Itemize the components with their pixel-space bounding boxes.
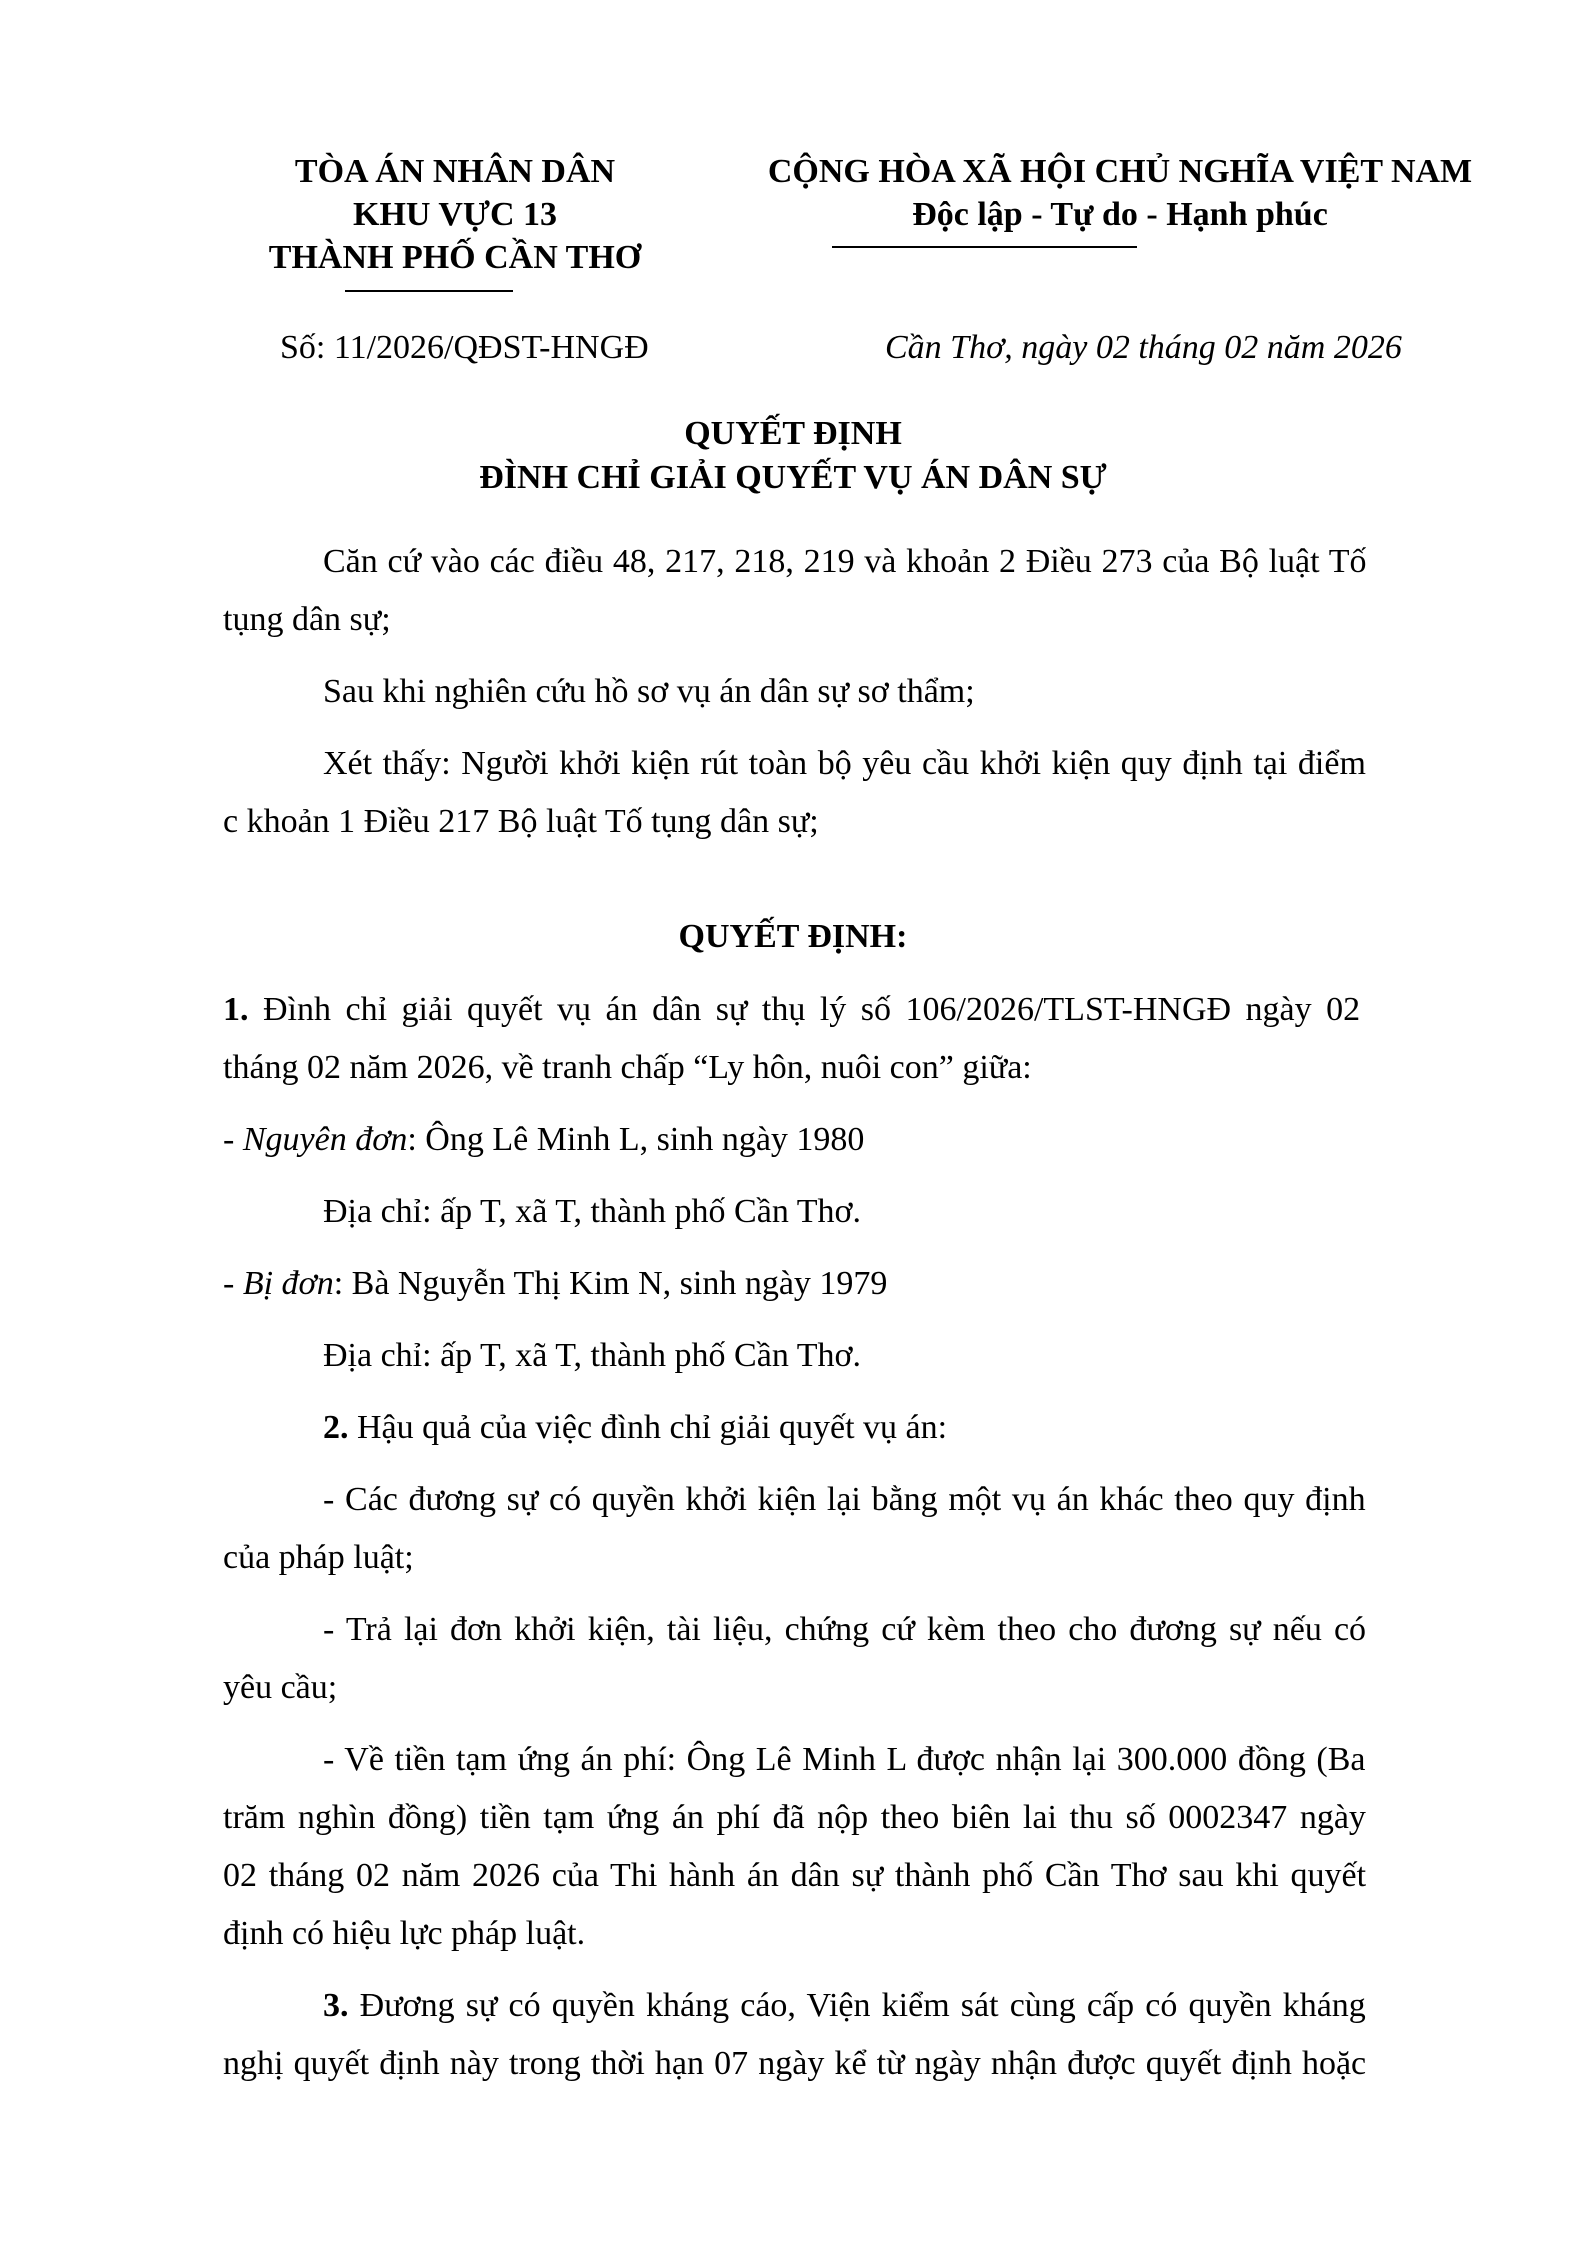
defendant-label: Bị đơn [242, 1265, 334, 1302]
national-title: CỘNG HÒA XÃ HỘI CHỦ NGHĨA VIỆT NAM [767, 153, 1473, 190]
legal-basis-line1: Căn cứ vào các điều 48, 217, 218, 219 và khoản 2 Điều 273 của Bộ luật Tố [323, 543, 1367, 580]
item1-number: 1. [223, 991, 249, 1028]
item2-bullet3-line4: định có hiệu lực pháp luật. [223, 1915, 586, 1952]
document-number: Số: 11/2026/QĐST-HNGĐ [280, 329, 649, 366]
finding-line1: Xét thấy: Người khởi kiện rút toàn bộ yêu cầu khởi kiện quy định tại điểm [323, 745, 1366, 782]
court-name-underline [345, 290, 513, 292]
legal-basis-line2: tụng dân sự; [223, 601, 391, 638]
plaintiff-address: Địa chỉ: ấp T, xã T, thành phố Cần Thơ. [323, 1193, 861, 1230]
item1-line1 [223, 988, 1360, 1032]
plaintiff-value: : Ông Lê Minh L, sinh ngày 1980 [407, 1121, 865, 1158]
issue-date: Cần Thơ, ngày 02 tháng 02 năm 2026 [885, 329, 1402, 366]
plaintiff-line [223, 1118, 864, 1162]
document-subtitle: ĐÌNH CHỈ GIẢI QUYẾT VỤ ÁN DÂN SỰ [479, 459, 1107, 496]
item2-bullet3-line3: 02 tháng 02 năm 2026 của Thi hành án dân sự thành phố Cần Thơ sau khi quyết [223, 1857, 1367, 1894]
plaintiff-label: Nguyên đơn [242, 1121, 408, 1158]
item1-text: Đình chỉ giải quyết vụ án dân sự thụ lý số 106/2026/TLST-HNGĐ ngày 02 [248, 991, 1361, 1028]
defendant-address: Địa chỉ: ấp T, xã T, thành phố Cần Thơ. [323, 1337, 861, 1374]
item2-bullet1-line2: của pháp luật; [223, 1539, 414, 1576]
item2-bullet2-line2: yêu cầu; [223, 1669, 338, 1706]
item2-number: 2. [323, 1409, 349, 1446]
plaintiff-dash: - [223, 1121, 243, 1158]
national-motto: Độc lập - Tự do - Hạnh phúc [912, 196, 1328, 233]
defendant-dash: - [223, 1265, 243, 1302]
item3-line1 [323, 1984, 1366, 2028]
court-name-line2: KHU VỰC 13 [353, 196, 557, 233]
finding-line2: c khoản 1 Điều 217 Bộ luật Tố tụng dân sự; [223, 803, 819, 840]
item2-bullet2-line1: - Trả lại đơn khởi kiện, tài liệu, chứng cứ kèm theo cho đương sự nếu có [323, 1611, 1367, 1648]
national-motto-underline [832, 246, 1137, 248]
defendant-line [223, 1262, 887, 1306]
item2-bullet1-line1: - Các đương sự có quyền khởi kiện lại bằng một vụ án khác theo quy định [323, 1481, 1366, 1518]
item1-line2: tháng 02 năm 2026, về tranh chấp “Ly hôn, nuôi con” giữa: [223, 1049, 1032, 1086]
court-name-line1: TÒA ÁN NHÂN DÂN [294, 153, 616, 190]
defendant-value: : Bà Nguyễn Thị Kim N, sinh ngày 1979 [333, 1265, 888, 1302]
case-review-statement: Sau khi nghiên cứu hồ sơ vụ án dân sự sơ thẩm; [323, 673, 975, 710]
decision-heading: QUYẾT ĐỊNH: [678, 918, 908, 955]
document-title: QUYẾT ĐỊNH [684, 415, 902, 452]
item3-text: Đương sự có quyền kháng cáo, Viện kiểm sát cùng cấp có quyền kháng [348, 1987, 1366, 2024]
item2-bullet3-line2: trăm nghìn đồng) tiền tạm ứng án phí đã nộp theo biên lai thu số 0002347 ngày [223, 1799, 1366, 1836]
court-name-line3: THÀNH PHỐ CẦN THƠ [268, 239, 642, 276]
item2-bullet3-line1: - Về tiền tạm ứng án phí: Ông Lê Minh L được nhận lại 300.000 đồng (Ba [323, 1741, 1366, 1778]
item2-heading-text: Hậu quả của việc đình chỉ giải quyết vụ án: [348, 1409, 948, 1446]
item3-number: 3. [323, 1987, 349, 2024]
item3-line2: nghị quyết định này trong thời hạn 07 ngày kể từ ngày nhận được quyết định hoặc [223, 2045, 1367, 2082]
item2-heading [323, 1406, 947, 1450]
